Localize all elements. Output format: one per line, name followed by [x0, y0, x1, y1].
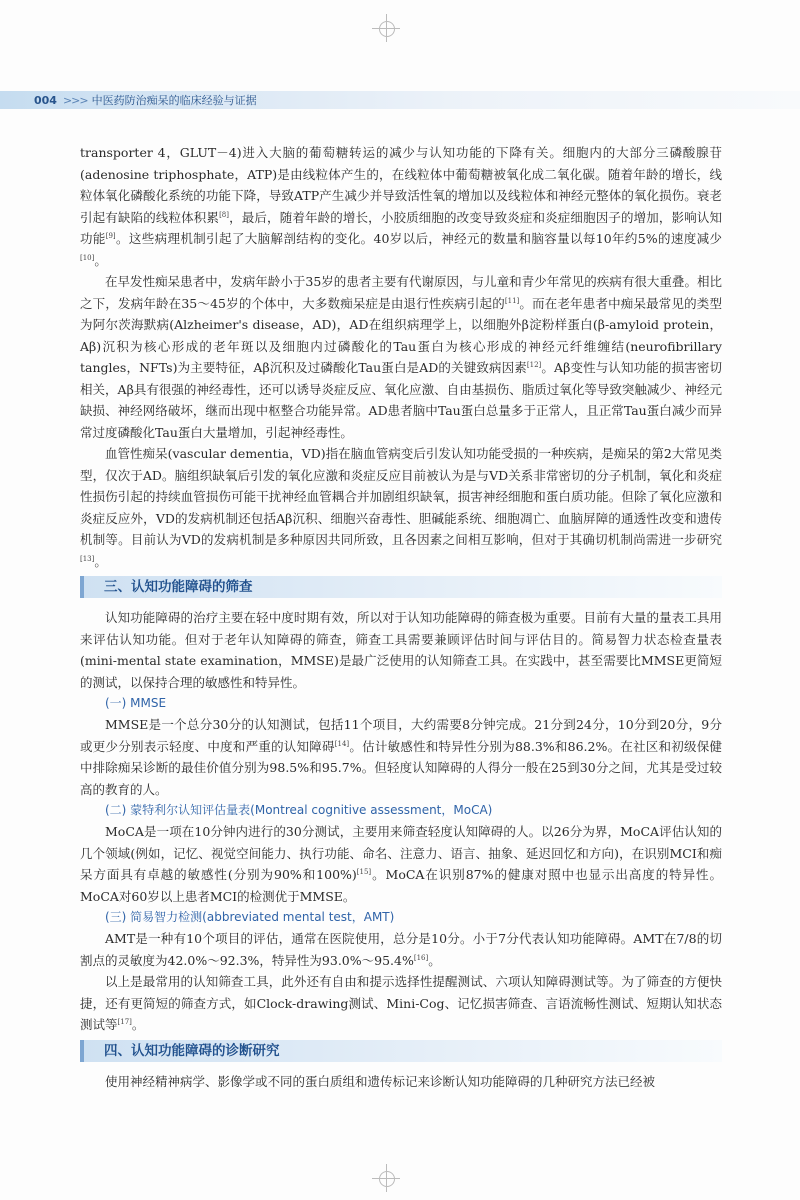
paragraph: 在早发性痴呆患者中，发病年龄小于35岁的患者主要有代谢原因，与儿童和青少年常见的疾病有很大重叠。相比之下，发病年龄在35～45岁的个体中，大多数痴呆症是由退行性疾病引起的[11]。而在老年患者中痴呆最常见的类型为阿尔茨海默病(Alzheimer's disease，AD)，AD在组织病理学上，以细胞外β淀粉样蛋白(β-amyloid protein，Aβ)沉积为核心形成的老年斑以及细胞内过磷酸化的Tau蛋白为核心形成的神经元纤维缠结(neurofibrillary tangles，NFTs)为主要特征，Aβ沉积及过磷酸化Tau蛋白是AD的关键致病因素[12]。Aβ变性与认知功能的损害密切相关，Aβ具有很强的神经毒性，还可以诱导炎症反应、氧化应激、自由基损伤、脂质过氧化等导致突触减少、神经元缺损、神经网络破坏，继而出现中枢整合功能异常。AD患者脑中Tau蛋白总量多于正常人，且正常Tau蛋白减少而异常过度磷酸化Tau蛋白大量增加，引起神经毒性。: [80, 274, 722, 440]
paragraph: AMT是一种有10个项目的评估，通常在医院使用，总分是10分。小于7分代表认知功能障碍。AMT在7/8的切割点的灵敏度为42.0%～92.3%，特异性为93.0%～95.4%[16]。: [80, 931, 722, 968]
citation: [16]: [413, 953, 429, 962]
citation: [15]: [356, 867, 372, 876]
chevron-icon: >>>: [62, 93, 88, 107]
subsection-heading-mmse: (一) MMSE: [105, 696, 167, 710]
citation: [10]: [80, 253, 95, 262]
paragraph: transporter 4，GLUT－4)进入大脑的葡萄糖转运的减少与认知功能的下降有关。细胞内的大部分三磷酸腺苷(adenosine triphosphate，ATP)是由线粒体产生的，在线粒体中葡萄糖被氧化成二氧化碳。随着年龄的增长，线粒体氧化磷酸化系统的功能下降，导致ATP产生减少并导致活性氧的增加以及线粒体和神经元整体的氧化损伤。衰老引起有缺陷的线粒体积累[8]，最后，随着年龄的增长，小胶质细胞的改变导致炎症和炎症细胞因子的增加，影响认知功能[9]。这些病理机制引起了大脑解剖结构的变化。40岁以后，神经元的数量和脑容量以每10年约5%的速度减少[10]。: [80, 145, 722, 268]
running-header: [0, 91, 800, 109]
citation: [11]: [504, 296, 520, 305]
page-number: 004: [34, 93, 57, 107]
section-heading-screening: 三、认知功能障碍的筛查: [80, 576, 722, 598]
subsection-heading-amt: (三) 简易智力检测(abbreviated mental test，AMT): [105, 910, 395, 924]
registration-mark-bottom: [372, 1164, 400, 1192]
book-title: 中医药防治痴呆的临床经验与证据: [91, 94, 257, 107]
paragraph: 以上是最常用的认知筛查工具，此外还有自由和提示选择性提醒测试、六项认知障碍测试等。为了筛查的方便快捷，还有更简短的筛查方式，如Clock-drawing测试、Mini-Cog、记忆损害筛查、言语流畅性测试、短期认知状态测试等[17]。: [80, 974, 722, 1032]
citation: [17]: [117, 1017, 132, 1026]
page-body: [80, 142, 722, 1092]
registration-mark-top: [372, 14, 400, 42]
citation: [13]: [80, 554, 95, 563]
paragraph: MoCA是一项在10分钟内进行的30分测试，主要用来筛查轻度认知障碍的人。以26分为界，MoCA评估认知的几个领域(例如，记忆、视觉空间能力、执行功能、命名、注意力、语言、抽象、延迟回忆和方向)，在识别MCI和痴呆方面具有卓越的敏感性(分别为90%和100%)[15]。MoCA在识别87%的健康对照中也显示出高度的特异性。MoCA对60岁以上患者MCI的检测优于MMSE。: [80, 824, 722, 904]
citation: [12]: [526, 360, 542, 369]
paragraph: 认知功能障碍的治疗主要在轻中度时期有效，所以对于认知功能障碍的筛查极为重要。目前有大量的量表工具用来评估认知功能。但对于老年认知障碍的筛查，筛查工具需要兼顾评估时间与评估目的。简易智力状态检查量表(mini-mental state examination，MMSE)是最广泛使用的认知筛查工具。在实践中，甚至需要比MMSE更简短的测试，以保持合理的敏感性和特异性。: [80, 610, 722, 690]
paragraph: 使用神经精神病学、影像学或不同的蛋白质组和遗传标记来诊断认知功能障碍的几种研究方法已经被: [105, 1073, 656, 1089]
subsection-heading-moca: (二) 蒙特利尔认知评估量表(Montreal cognitive assessment，MoCA): [105, 803, 493, 817]
citation: [9]: [105, 231, 116, 240]
paragraph: MMSE是一个总分30分的认知测试，包括11个项目，大约需要8分钟完成。21分到24分，10分到20分，9分或更少分别表示轻度、中度和严重的认知障碍[14]。估计敏感性和特异性分别为88.3%和86.2%。在社区和初级保健中排除痴呆诊断的最佳价值分别为98.5%和95.7%。但轻度认知障碍的人得分一般在25到30分之间，尤其是受过较高的教育的人。: [80, 717, 722, 797]
citation: [8]: [219, 210, 229, 219]
section-heading-diagnosis: 四、认知功能障碍的诊断研究: [80, 1040, 722, 1062]
paragraph: 血管性痴呆(vascular dementia，VD)指在脑血管病变后引发认知功能受损的一种疾病，是痴呆的第2大常见类型，仅次于AD。脑组织缺氧后引发的氧化应激和炎症反应目前被认为是与VD关系非常密切的分子机制，氧化和炎症性损伤引起的持续血管损伤可能干扰神经血管耦合并加剧组织缺氧，损害神经细胞和蛋白质功能。但除了氧化应激和炎症反应外，VD的发病机制还包括Aβ沉积、细胞兴奋毒性、胆碱能系统、细胞凋亡、血脑屏障的通透性改变和遗传机制等。目前认为VD的发病机制是多种原因共同所致，且各因素之间相互影响，但对于其确切机制尚需进一步研究[13]。: [80, 446, 722, 569]
citation: [14]: [334, 739, 350, 748]
